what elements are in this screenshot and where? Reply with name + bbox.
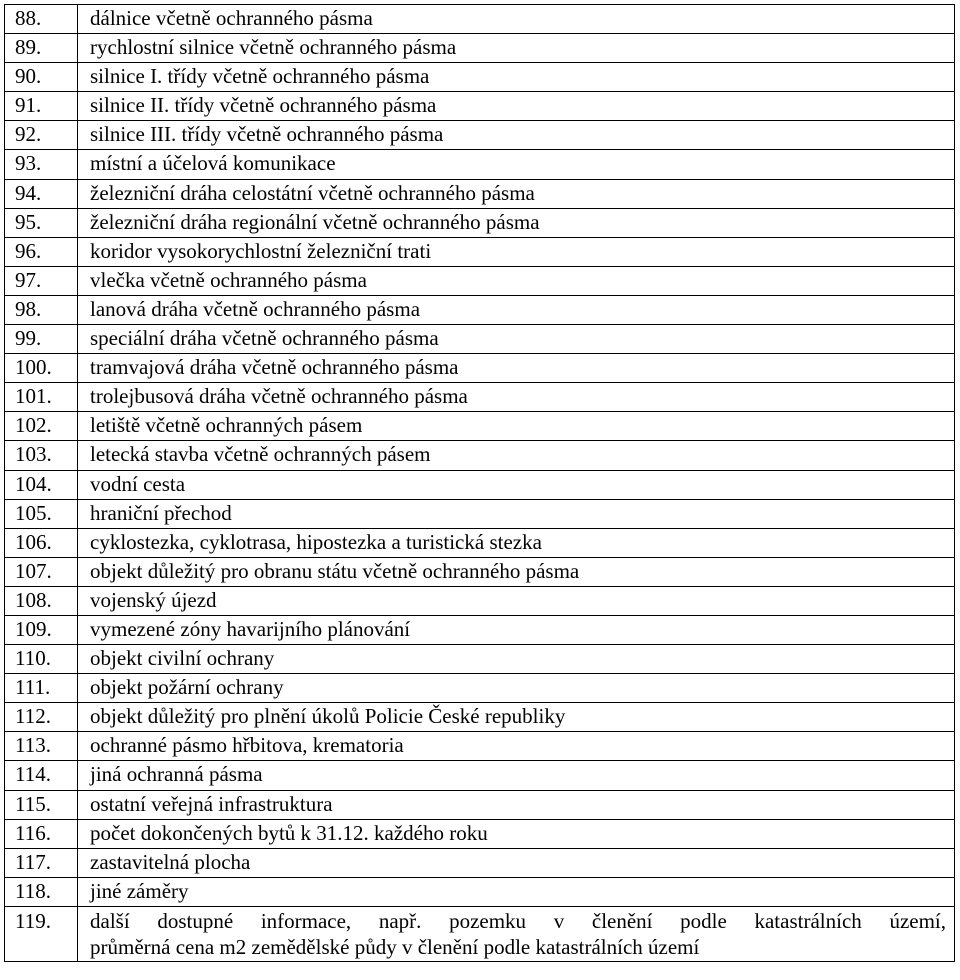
table-row [5, 790, 955, 819]
row-text: místní a účelová komunikace [78, 150, 955, 179]
row-number: 96. [5, 237, 78, 266]
table-row [5, 412, 955, 441]
row-text: trolejbusová dráha včetně ochranného pásma [78, 383, 955, 412]
row-text: jiná ochranná pásma [78, 761, 955, 790]
row-text: speciální dráha včetně ochranného pásma [78, 325, 955, 354]
row-number: 112. [5, 703, 78, 732]
row-number: 107. [5, 557, 78, 586]
row-text: zastavitelná plocha [78, 848, 955, 877]
table-row [5, 34, 955, 63]
row-number: 95. [5, 208, 78, 237]
row-number: 94. [5, 179, 78, 208]
row-number: 103. [5, 441, 78, 470]
row-text: cyklostezka, cyklotrasa, hipostezka a turistická stezka [78, 528, 955, 557]
table-row [5, 499, 955, 528]
table-row [5, 92, 955, 121]
row-text: vymezené zóny havarijního plánování [78, 615, 955, 644]
row-text: objekt důležitý pro plnění úkolů Policie České republiky [78, 703, 955, 732]
row-number: 98. [5, 295, 78, 324]
row-text: dálnice včetně ochranného pásma [78, 5, 955, 34]
items-table-body [5, 5, 955, 962]
table-row [5, 557, 955, 586]
table-row [5, 703, 955, 732]
row-number: 104. [5, 470, 78, 499]
row-number: 119. [5, 906, 78, 961]
row-number: 105. [5, 499, 78, 528]
row-text: tramvajová dráha včetně ochranného pásma [78, 354, 955, 383]
row-number: 91. [5, 92, 78, 121]
table-row [5, 645, 955, 674]
row-text: letecká stavba včetně ochranných pásem [78, 441, 955, 470]
row-text: lanová dráha včetně ochranného pásma [78, 295, 955, 324]
row-text-line-2: průměrná cena m2 zemědělské půdy v členění podle katastrálních území [90, 934, 700, 959]
row-text: vodní cesta [78, 470, 955, 499]
row-number: 101. [5, 383, 78, 412]
table-row [5, 295, 955, 324]
row-text: objekt civilní ochrany [78, 645, 955, 674]
table-row [5, 615, 955, 644]
row-text: ostatní veřejná infrastruktura [78, 790, 955, 819]
table-row-last [5, 906, 955, 961]
row-number: 90. [5, 63, 78, 92]
table-row [5, 237, 955, 266]
table-row [5, 848, 955, 877]
row-number: 115. [5, 790, 78, 819]
row-text: silnice II. třídy včetně ochranného pásma [78, 92, 955, 121]
table-row [5, 877, 955, 906]
table-row [5, 121, 955, 150]
row-number: 97. [5, 266, 78, 295]
row-number: 100. [5, 354, 78, 383]
row-text: vojenský újezd [78, 586, 955, 615]
row-text: letiště včetně ochranných pásem [78, 412, 955, 441]
row-number: 93. [5, 150, 78, 179]
row-number: 92. [5, 121, 78, 150]
table-row [5, 732, 955, 761]
table-row [5, 674, 955, 703]
row-text: železniční dráha regionální včetně ochranného pásma [78, 208, 955, 237]
row-text: objekt požární ochrany [78, 674, 955, 703]
row-text: ochranné pásmo hřbitova, krematoria [78, 732, 955, 761]
row-number: 111. [5, 674, 78, 703]
table-row [5, 354, 955, 383]
table-row [5, 266, 955, 295]
table-row [5, 586, 955, 615]
table-row [5, 819, 955, 848]
table-row [5, 470, 955, 499]
table-row [5, 208, 955, 237]
row-text: železniční dráha celostátní včetně ochranného pásma [78, 179, 955, 208]
table-row [5, 179, 955, 208]
row-number: 102. [5, 412, 78, 441]
row-number: 113. [5, 732, 78, 761]
row-number: 106. [5, 528, 78, 557]
row-text: silnice I. třídy včetně ochranného pásma [78, 63, 955, 92]
row-text: objekt důležitý pro obranu státu včetně ochranného pásma [78, 557, 955, 586]
row-text: rychlostní silnice včetně ochranného pásma [78, 34, 955, 63]
table-row [5, 150, 955, 179]
table-row [5, 441, 955, 470]
row-number: 89. [5, 34, 78, 63]
row-text: jiné záměry [78, 877, 955, 906]
row-text: vlečka včetně ochranného pásma [78, 266, 955, 295]
row-number: 110. [5, 645, 78, 674]
table-row [5, 63, 955, 92]
items-table [4, 4, 955, 962]
table-row [5, 5, 955, 34]
row-text-multiline [78, 906, 955, 961]
row-text-line-1: další dostupné informace, např. pozemku v členění podle katastrálních území, [90, 908, 946, 933]
table-row [5, 383, 955, 412]
row-number: 108. [5, 586, 78, 615]
row-text: koridor vysokorychlostní železniční trati [78, 237, 955, 266]
row-number: 116. [5, 819, 78, 848]
row-text: hraniční přechod [78, 499, 955, 528]
row-number: 109. [5, 615, 78, 644]
row-number: 114. [5, 761, 78, 790]
document-page [4, 4, 954, 962]
table-row [5, 761, 955, 790]
row-number: 99. [5, 325, 78, 354]
row-text: silnice III. třídy včetně ochranného pásma [78, 121, 955, 150]
table-row [5, 528, 955, 557]
row-number: 88. [5, 5, 78, 34]
row-text: počet dokončených bytů k 31.12. každého roku [78, 819, 955, 848]
row-number: 117. [5, 848, 78, 877]
row-number: 118. [5, 877, 78, 906]
table-row [5, 325, 955, 354]
